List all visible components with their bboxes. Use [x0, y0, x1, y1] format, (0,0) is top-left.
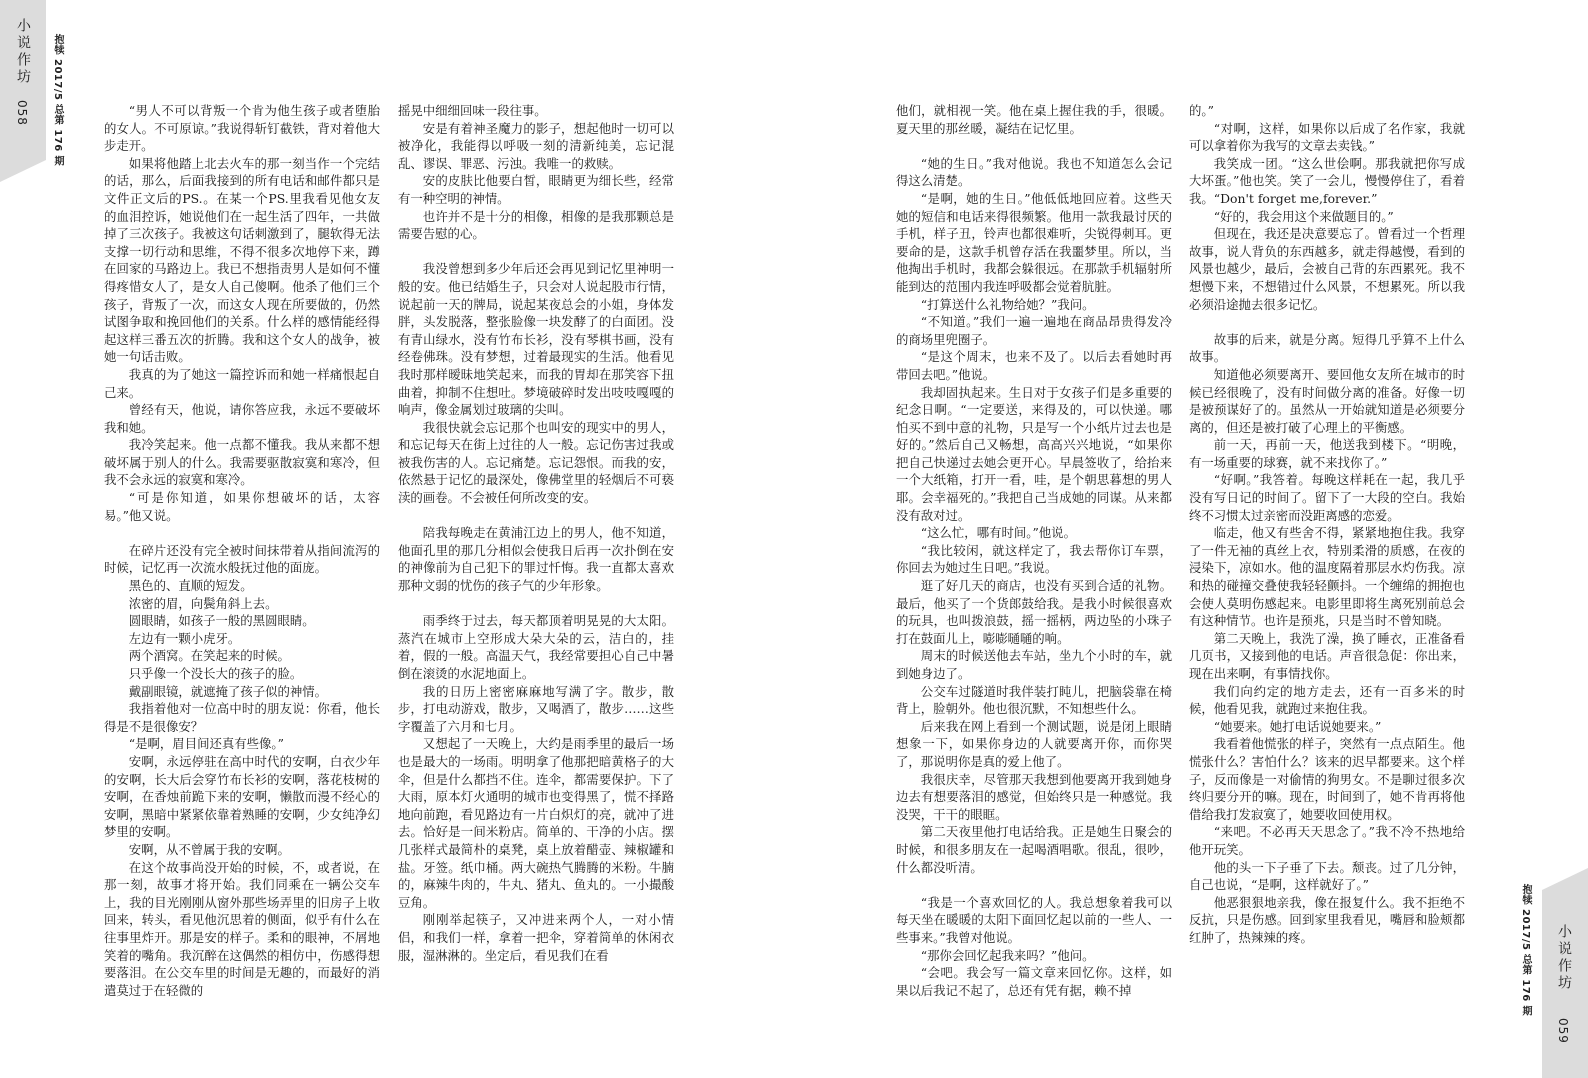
paragraph: 刚刚举起筷子，又冲进来两个人，一对小情侣，和我们一样，拿着一把伞，穿着简单的休闲衣服，湿淋淋的。坐定后，看见我们在看 — [398, 912, 674, 963]
paragraph: “我比较闲，就这样定了，我去帮你订车票，你回去为她过生日吧。”我说。 — [896, 542, 1172, 576]
paragraph: “她要来。她打电话说她要来。” — [1213, 718, 1382, 734]
issue-info: 抱犊 2017/5 总第 176 期 — [1520, 884, 1531, 1017]
paragraph: 周末的时候送他去车站，坐九个小时的车，就到她身边了。 — [896, 648, 1172, 681]
paragraph: 陪我每晚走在黄浦江边上的男人，他不知道，他面孔里的那几分相似会使我日后再一次扑倒在安的神像前为自己犯下的罪过忏悔。我一直都太喜欢那种文弱的忧伤的孩子气的少年形象。 — [398, 525, 674, 594]
section-break — [104, 524, 380, 542]
paragraph: 的。” — [1189, 103, 1214, 118]
paragraph: “不知道。”我们一遍一遍地在商品昂贵得发冷的商场里兜圈子。 — [896, 314, 1172, 347]
paragraph: 我们向约定的地方走去，还有一百多米的时候，他看见我，就跑过来抱住我。 — [1189, 683, 1465, 717]
paragraph: “对啊，这样，如果你以后成了名作家，我就可以拿着你为我写的文章去卖钱。” — [1189, 120, 1465, 154]
paragraph: 他恶狠狠地亲我，像在报复什么。我不拒绝不反抗，只是伤感。回到家里我看见，嘴唇和脸颊都红肿了，热辣辣的疼。 — [1189, 894, 1465, 945]
paragraph: 我指着他对一位高中时的朋友说：你看，他长得是不是很像安？ — [104, 701, 380, 734]
paragraph: 安的皮肤比他要白皙，眼睛更为细长些，经常有一种空明的神情。 — [398, 173, 674, 206]
paragraph: “她的生日。”我对他说。我也不知道怎么会记得这么清楚。 — [896, 155, 1172, 189]
paragraph: 临走，他又有些舍不得，紧紧地抱住我。我穿了一件无袖的真丝上衣，特别柔滑的质感，在夜的浸染下，凉如水。他的温度隔着那层水灼伤我。凉和热的碰撞交叠使我轻轻颤抖。一个缠绵的拥抱也会使人莫明伤感起来。电影里即将生离死别前总会有这种情节。也许是预兆，只是当时不曾知晓。 — [1189, 525, 1465, 629]
paragraph: “来吧。不必再天天思念了。”我不冷不热地给他开玩笑。 — [1189, 824, 1465, 857]
paragraph: 又想起了一天晚上，大约是雨季里的最后一场也是最大的一场雨。明明拿了他那把暗黄格子的大伞，但是什么都挡不住。连伞，都需要保护。下了大雨，原本灯火通明的城市也变得黑了，慌不择路地向前跑，看见路边有一片白炽灯的亮，就冲了进去。恰好是一间米粉店。简单的、干净的小店。摆几张样式最简朴的桌凳，桌上放着醋壶、辣椒罐和盐。牙签。纸巾桶。两大碗热气腾腾的米粉。牛腩的，麻辣牛肉的，牛丸、猪丸、鱼丸的。一小撮酸豆角。 — [398, 736, 674, 910]
text-column-2 — [398, 102, 674, 964]
paragraph: 如果将他踏上北去火车的那一刻当作一个完结的话，那么，后面我接到的所有电话和邮件都只是文件正文后的PS.。在某一个PS.里我看见他女友的血泪控诉，她说他们在一起生活了四年，一共做掉了三次孩子。我被这句话刺激到了，腿软得无法支撑一切行动和思维，不得不很多次地停下来，蹲在回家的马路边上。我已不想指责男人是如何不懂得疼惜女人了，是女人自己傻啊。他杀了他们三个孩子，背叛了一次，而这女人现在所要做的，仍然试图争取和挽回他们的关系。什么样的感情能经得起这样三番五次的折腾。我和这个女人的战争，被她一句话击败。 — [104, 155, 380, 365]
section-break — [1189, 313, 1465, 331]
paragraph: “会吧。我会写一篇文章来回忆你。这样，如果以后我记不起了，总还有凭有据，赖不掉 — [896, 965, 1172, 998]
right-page — [794, 0, 1588, 1078]
section-break — [398, 595, 674, 613]
paragraph: 知道他必须要离开、要回他女友所在城市的时候已经很晚了，没有时间做分离的准备。好像一切是被预谋好了的。虽然从一开始就知道是必须要分离的，但还是被打破了心理上的平衡感。 — [1189, 366, 1465, 435]
paragraph: 曾经有天，他说，请你答应我，永远不要破坏我和她。 — [104, 402, 380, 435]
paragraph: 公交车过隧道时我伴装打盹儿，把脑袋靠在椅背上，脸朝外。他也很沉默，不知想些什么。 — [896, 683, 1172, 717]
paragraph: “是这个周末，也来不及了。以后去看她时再带回去吧。”他说。 — [896, 349, 1172, 382]
paragraph: 在碎片还没有完全被时间抹带着从指间流泻的时候，记忆再一次流水般抚过他的面庞。 — [104, 542, 380, 576]
paragraph: 雨季终于过去，每天都顶着明晃晃的大太阳。蒸汽在城市上空形成大朵大朵的云，洁白的，挂着，假的一般。高温天气，我经常要担心自己中暑倒在滚烫的水泥地面上。 — [398, 613, 674, 681]
paragraph: “那你会回忆起我来吗？”他问。 — [920, 947, 1095, 963]
paragraph: 浓密的眉，向鬓角斜上去。 — [128, 595, 278, 611]
paragraph: 我冷笑起来。他一点都不懂我。我从来都不想破坏属于别人的什么。我需要驱散寂寞和寒冷，但我不会永远的寂寞和寒冷。 — [104, 437, 380, 488]
paragraph: “是啊，她的生日。”他低低地回应着。这些天她的短信和电话来得很频繁。他用一款我最讨厌的手机，样子丑，铃声也都很难听，尖锐得刺耳。更要命的是，这款手机曾存活在我噩梦里。所以，当他掏出手机时，我都会躲很远。在那款手机辐射所能到达的范围内我连呼吸都会觉着肮脏。 — [896, 190, 1172, 294]
paragraph: 但现在，我还是决意要忘了。曾看过一个哲理故事，说人背负的东西越多，就走得越慢，看到的风景也越少，最后，会被自己背的东西累死。我不想慢下来，不想错过什么风景，不想累死。所以我必须沿途抛去很多记忆。 — [1189, 226, 1465, 312]
paragraph: 我真的为了她这一篇控诉而和她一样痛恨起自己来。 — [104, 366, 380, 400]
paragraph: 第二天晚上，我洗了澡，换了睡衣，正准备看几页书，又接到他的电话。声音很急促：你出来，现在出来啊，有事情找你。 — [1189, 630, 1465, 681]
section-break — [398, 243, 674, 261]
paragraph: 我笑成一团。“这么世侩啊。那我就把你写成大坏蛋。”他也笑。笑了一会儿，慢慢停住了，看着我。“Don't forget me,forever.” — [1189, 155, 1465, 206]
paragraph: 我的日历上密密麻麻地写满了字。散步，散步，打电动游戏，散步，又喝酒了，散步……这些字覆盖了六月和七月。 — [398, 683, 674, 734]
paragraph: “我是一个喜欢回忆的人。我总想象着我可以每天坐在暖暖的太阳下面回忆起以前的一些人、一些事来。”我曾对他说。 — [896, 894, 1172, 945]
paragraph: “好的，我会用这个来做题目的。” — [1213, 208, 1394, 224]
text-column-1 — [104, 102, 380, 999]
paragraph: 安是有着神圣魔力的影子，想起他时一切可以被净化，我能得以呼吸一刻的清新纯美，忘记混乱、谬误、罪恶、污浊。我唯一的救赎。 — [398, 120, 674, 171]
text-column-3 — [896, 102, 1172, 999]
paragraph: 摇晃中细细回味一段往事。 — [398, 103, 547, 118]
paragraph: “好啊。”我答着。每晚这样耗在一起，我几乎没有写日记的时间了。留下了一大段的空白。我始终不习惯太过亲密而没距离感的恋爱。 — [1189, 472, 1465, 523]
text-column-4 — [1189, 102, 1465, 947]
page-number: 059 — [1556, 1018, 1570, 1044]
paragraph: 圆眼睛，如孩子一般的黑圆眼睛。 — [128, 613, 315, 629]
paragraph: 两个酒窝。在笑起来的时候。 — [128, 648, 290, 664]
paragraph: 左边有一颗小虎牙。 — [128, 630, 241, 646]
section-title: 小说作坊 — [1556, 924, 1572, 992]
paragraph: 故事的后来，就是分离。短得几乎算不上什么故事。 — [1189, 331, 1465, 365]
paragraph: 我很庆幸，尽管那天我想到他要离开我到她身边去有想要落泪的感觉，但始终只是一种感觉。我没哭，干干的眼眶。 — [896, 771, 1172, 822]
paragraph: 逛了好几天的商店，也没有买到合适的礼物。最后，他买了一个货郎鼓给我。是我小时候很喜欢的玩具，也叫拨浪鼓，摇一摇柄，两边坠的小珠子打在鼓面儿上，嘭嘭嗵嗵的响。 — [896, 578, 1172, 646]
paragraph: “这么忙，哪有时间。”他说。 — [920, 525, 1076, 541]
paragraph: 他们，就相视一笑。他在桌上握住我的手，很暖。夏天里的那丝暖，凝结在记忆里。 — [896, 103, 1172, 136]
paragraph: 戴副眼镜，就遮掩了孩子似的神情。 — [128, 683, 328, 699]
issue-info: 抱犊 2017/5 总第 176 期 — [52, 34, 63, 167]
paragraph: 也许并不是十分的相像，相像的是我那颗总是需要告慰的心。 — [398, 208, 674, 242]
paragraph: 黑色的、直顺的短发。 — [128, 578, 253, 594]
paragraph: “打算送什么礼物给她？”我问。 — [920, 296, 1095, 312]
paragraph: 在这个故事尚没开始的时候，不，或者说，在那一刻，故事才将开始。我们同乘在一辆公交车上，我的目光刚刚从窗外那些场弄里的旧房子上收回来，转头，看见他沉思着的侧面，似乎有什么在往事里炸开。那是安的样子。柔和的眼神，不屑地笑着的嘴角。我沉醉在这偶然的相仿中，伤感得想要落泪。在公交车里的时间是无趣的，而最好的消遣莫过于在轻微的 — [104, 859, 380, 998]
section-title: 小说作坊 — [15, 18, 31, 86]
paragraph: “可是你知道，如果你想破坏的话，太容易。”他又说。 — [104, 490, 380, 523]
section-break — [896, 137, 1172, 155]
paragraph: 我却固执起来。生日对于女孩子们是多重要的纪念日啊。“一定要送，来得及的，可以快递。哪怕买不到中意的礼物，只是写一个小纸片过去也是好的。”然后自己又畅想，高高兴兴地说，“如果你把自己快递过去她会更开心。早晨签收了，给抬来一个大纸箱，打开一看，哇，是个朝思暮想的男人耶。会幸福死的。”我把自己当成她的同谋。从来都没有敌对过。 — [896, 384, 1172, 523]
page-number: 058 — [15, 100, 29, 126]
paragraph: 他的头一下子垂了下去。颓丧。过了几分钟，自己也说，“是啊，这样就好了。” — [1189, 859, 1465, 893]
paragraph: 后来我在网上看到一个测试题，说是闭上眼睛想象一下，如果你身边的人就要离开你，而你哭了，那说明你是真的爱上他了。 — [896, 718, 1172, 769]
paragraph: 只乎像一个没长大的孩子的脸。 — [128, 666, 303, 681]
paragraph: “男人不可以背叛一个肯为他生孩子或者堕胎的女人。不可原谅。”我说得斩钉截铁，背对着他大步走开。 — [104, 103, 380, 154]
paragraph: 我看着他慌张的样子，突然有一点点陌生。他慌张什么？害怕什么？该来的迟早都要来。这个样子，反而像是一对偷情的狗男女。不是聊过很多次终归要分开的嘛。现在，时间到了，她不肯再将他借给我打发寂寞了，她要收回使用权。 — [1189, 736, 1465, 822]
paragraph: 前一天，再前一天，他送我到楼下。“明晚，有一场重要的球赛，就不来找你了。” — [1189, 437, 1465, 470]
paragraph: 我没曾想到多少年后还会再见到记忆里神明一般的安。他已结婚生子，只会对人说起股市行情，说起前一天的牌局，说起某夜总会的小姐，身体发胖，头发脱落，整张脸像一块发酵了的白面团。没有青山绿水，没有竹布长衫，没有琴棋书画，没有经卷佛珠。没有梦想，过着最现实的生活。他看见我时那样暧昧地笑起来，而我的胃却在那笑容下扭曲着，抑制不住想吐。梦境破碎时发出吱吱嘎嘎的响声，像金属划过玻璃的尖叫。 — [398, 261, 674, 418]
paragraph: 安啊，从不曾属于我的安啊。 — [128, 841, 290, 857]
paragraph: 我很快就会忘记那个也叫安的现实中的男人，和忘记每天在街上过往的人一般。忘记伤害过我或被我伤害的人。忘记痛楚。忘记怨恨。而我的安，依然悬于记忆的最深处，像佛堂里的轻烟后不可亵渎的画卷。不会被任何所改变的安。 — [398, 419, 674, 506]
paragraph: 第二天夜里他打电话给我。正是她生日聚会的时候，和很多朋友在一起喝酒唱歌。很乱，很吵，什么都没听清。 — [896, 824, 1172, 875]
section-break — [896, 876, 1172, 894]
paragraph: “是啊，眉目间还真有些像。” — [128, 736, 284, 752]
section-break — [398, 507, 674, 525]
paragraph: 安啊，永远停驻在高中时代的安啊，白衣少年的安啊，长大后会穿竹布长衫的安啊，落花枝树的安啊，在香烛前跪下来的安啊，懒散而漫不经心的安啊，黑暗中紧紧依靠着熟睡的安啊，少女纯净幻梦里的安啊。 — [104, 753, 380, 840]
